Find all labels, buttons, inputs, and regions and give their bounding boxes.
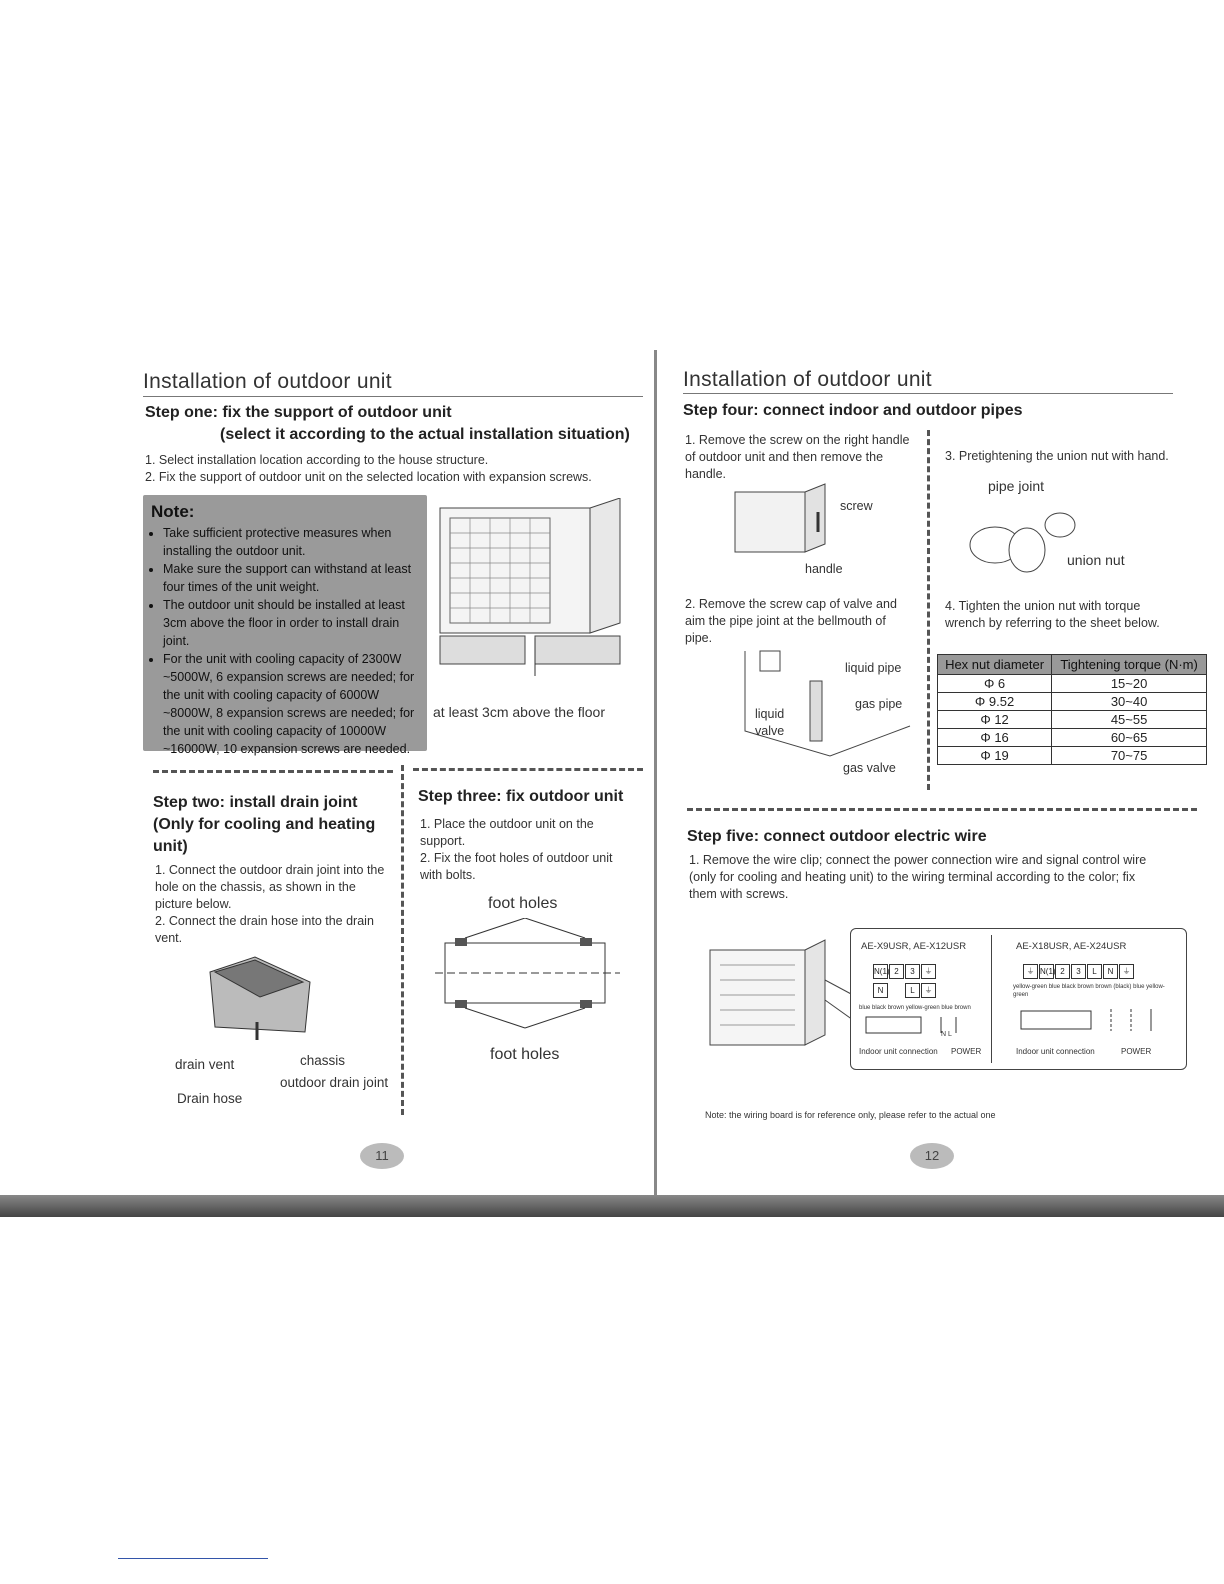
list-item: 1. Connect the outdoor drain joint into the hole on the chassis, as shown in the picture below. — [155, 863, 385, 911]
table-cell: 15~20 — [1052, 675, 1207, 693]
torque-table — [937, 654, 1207, 765]
column-divider — [927, 430, 930, 790]
divider — [413, 768, 643, 771]
wiring-lines-b — [1016, 1009, 1186, 1039]
wire-color: brown — [1077, 984, 1094, 990]
step-one-list — [145, 452, 645, 486]
terminal: N — [873, 983, 888, 998]
note-item: • The outdoor unit should be installed at least 3cm above the floor in order to install drain joint. — [163, 596, 419, 650]
wire-colors-a — [859, 1005, 971, 1011]
power-label: POWER — [1121, 1047, 1152, 1056]
table-cell: 60~65 — [1052, 729, 1207, 747]
indoor-connection-label: Indoor unit connection — [1016, 1047, 1095, 1056]
wire-color: blue — [1048, 984, 1061, 990]
union-nut-label: union nut — [1067, 552, 1125, 568]
ground-icon: ⏚ — [1023, 964, 1038, 979]
step-one-subheading: (select it according to the actual installation situation) — [220, 426, 630, 443]
wire-color: yellow-green — [1013, 984, 1048, 990]
wire-color: blue — [941, 1005, 953, 1011]
wiring-diagram-panel — [850, 928, 1187, 1070]
ground-icon: ⏚ — [921, 983, 936, 998]
table-cell: Φ 6 — [938, 675, 1052, 693]
liquid-pipe-label: liquid pipe — [845, 661, 902, 675]
step-five-heading: Step five: connect outdoor electric wire — [687, 828, 987, 845]
terminal: L — [1087, 964, 1102, 979]
terminal-block-a-bottom — [873, 978, 937, 998]
step-four-item2: 2. Remove the screw cap of valve and aim the pipe joint at the bellmouth of pipe. — [685, 597, 897, 645]
book-spine — [654, 350, 657, 1210]
list-item: 1. Place the outdoor unit on the support. — [420, 817, 594, 848]
panel-divider — [991, 935, 992, 1063]
step-four-heading: Step four: connect indoor and outdoor pipes — [683, 402, 1023, 419]
step-three-list — [420, 816, 635, 884]
terminal: N(1) — [1039, 964, 1054, 979]
table-cell: 30~40 — [1052, 693, 1207, 711]
right-page — [665, 340, 1220, 1215]
terminal: L — [905, 983, 920, 998]
terminal: 2 — [1055, 964, 1070, 979]
note-box — [143, 495, 427, 756]
terminal-block-b — [1023, 961, 1135, 979]
left-page — [5, 340, 653, 1215]
terminal-letters-a — [941, 1031, 952, 1038]
terminal: 3 — [905, 964, 920, 979]
note-item: • Make sure the support can withstand at least four times of the unit weight. — [163, 560, 419, 596]
gas-valve-label: gas valve — [843, 761, 896, 775]
page-title: Installation of outdoor unit — [143, 370, 392, 393]
foot-holes-bottom-label: foot holes — [490, 1046, 560, 1063]
table-cell: 45~55 — [1052, 711, 1207, 729]
screw-label: screw — [840, 499, 873, 513]
power-label: POWER — [951, 1047, 982, 1056]
title-rule — [143, 396, 643, 397]
drain-joint-illustration — [195, 952, 320, 1042]
step-four-item4: 4. Tighten the union nut with torque wrench by referring to the sheet below. — [945, 599, 1160, 630]
table-row — [938, 747, 1207, 765]
step-two-heading: Step two: install drain joint (Only for cooling and heating unit) — [153, 794, 376, 855]
drain-vent-label: drain vent — [175, 1057, 235, 1072]
wire-color: brown (black) — [1095, 984, 1132, 990]
divider — [153, 770, 393, 773]
step-four-item1: 1. Remove the screw on the right handle of outdoor unit and then remove the handle. — [685, 433, 910, 481]
step-two-list — [155, 862, 393, 947]
table-row — [938, 675, 1207, 693]
wire-color: yellow-green — [905, 1005, 940, 1011]
column-divider — [401, 765, 404, 1115]
list-item: 1. Select installation location according to the house structure. — [145, 453, 489, 467]
outdoor-drain-joint-label: outdoor drain joint — [280, 1075, 389, 1090]
note-item: • Take sufficient protective measures when installing the outdoor unit. — [163, 524, 419, 560]
foot-holes-illustration — [435, 918, 630, 1033]
terminal-letter: L — [948, 1031, 952, 1038]
step-three-heading: Step three: fix outdoor unit — [418, 788, 624, 805]
step-one-heading: Step one: fix the support of outdoor unit — [145, 404, 452, 421]
note-item: • For the unit with cooling capacity of 2300W ~5000W, 6 expansion screws are needed; for the unit with cooling capacity of 6000W ~8000W, 8 expansion screws are needed; for the unit with cooling capacity of 10000W ~16000W, 10 expansion screws are needed. — [163, 650, 419, 758]
terminal: 3 — [1071, 964, 1086, 979]
liquid-valve-label: liquid valve — [755, 707, 785, 738]
outdoor-unit-support-illustration — [430, 498, 635, 683]
footer-rule — [118, 1558, 268, 1559]
wiring-note: Note: the wiring board is for reference only, please refer to the actual one — [705, 1110, 996, 1120]
terminal: N — [1103, 964, 1118, 979]
wire-color: blue — [1133, 984, 1145, 990]
title-rule — [683, 393, 1173, 394]
table-cell: Φ 9.52 — [938, 693, 1052, 711]
step-four-item3: 3. Pretightening the union nut with hand. — [945, 449, 1169, 463]
floor-caption: at least 3cm above the floor — [433, 704, 605, 720]
wire-color: black — [872, 1005, 887, 1011]
wire-colors-b — [1013, 983, 1178, 999]
gas-pipe-label: gas pipe — [855, 697, 903, 711]
chassis-label: chassis — [300, 1053, 346, 1068]
page-title: Installation of outdoor unit — [683, 368, 932, 391]
drain-hose-label: Drain hose — [177, 1091, 243, 1106]
indoor-connection-label: Indoor unit connection — [859, 1047, 938, 1056]
terminal: 2 — [889, 964, 904, 979]
terminal-block-a — [873, 961, 937, 979]
terminal-letter: N — [941, 1031, 947, 1038]
table-row — [938, 729, 1207, 747]
table-cell: 70~75 — [1052, 747, 1207, 765]
outdoor-unit-wiring-illustration — [705, 930, 855, 1060]
page-number: 12 — [910, 1143, 954, 1169]
model-a-label: AE-X9USR, AE-X12USR — [861, 941, 967, 952]
terminal: N(1) — [873, 964, 888, 979]
divider — [687, 808, 1197, 811]
table-row — [938, 693, 1207, 711]
handle-illustration — [730, 482, 830, 567]
wire-color: blue — [859, 1005, 871, 1011]
ground-icon: ⏚ — [1119, 964, 1134, 979]
foot-holes-top-label: foot holes — [488, 895, 558, 912]
wire-color: brown — [887, 1005, 905, 1011]
wire-color: black — [1061, 984, 1076, 990]
note-label: Note: — [151, 502, 195, 521]
pipe-joint-label: pipe joint — [988, 478, 1045, 494]
ground-icon: ⏚ — [921, 964, 936, 979]
list-item: 2. Fix the foot holes of outdoor unit with bolts. — [420, 851, 613, 882]
list-item: 2. Fix the support of outdoor unit on the selected location with expansion screws. — [145, 470, 592, 484]
wire-color: yellow-green — [1013, 984, 1165, 998]
page-number: 11 — [360, 1143, 404, 1169]
handle-label: handle — [805, 562, 843, 576]
table-cell: Φ 12 — [938, 711, 1052, 729]
step-five-item1: 1. Remove the wire clip; connect the power connection wire and signal control wire (only for cooling and heating unit) to the wiring terminal according to the color; fix them with screws. — [689, 853, 1147, 901]
wire-color: brown — [954, 1005, 971, 1011]
list-item: 2. Connect the drain hose into the drain vent. — [155, 914, 374, 945]
model-b-label: AE-X18USR, AE-X24USR — [1016, 941, 1127, 952]
table-cell: Φ 16 — [938, 729, 1052, 747]
column-header: Hex nut diameter — [938, 655, 1052, 675]
table-row — [938, 711, 1207, 729]
wiring-lines-a — [861, 1015, 981, 1039]
column-header: Tightening torque (N·m) — [1052, 655, 1207, 675]
table-cell: Φ 19 — [938, 747, 1052, 765]
